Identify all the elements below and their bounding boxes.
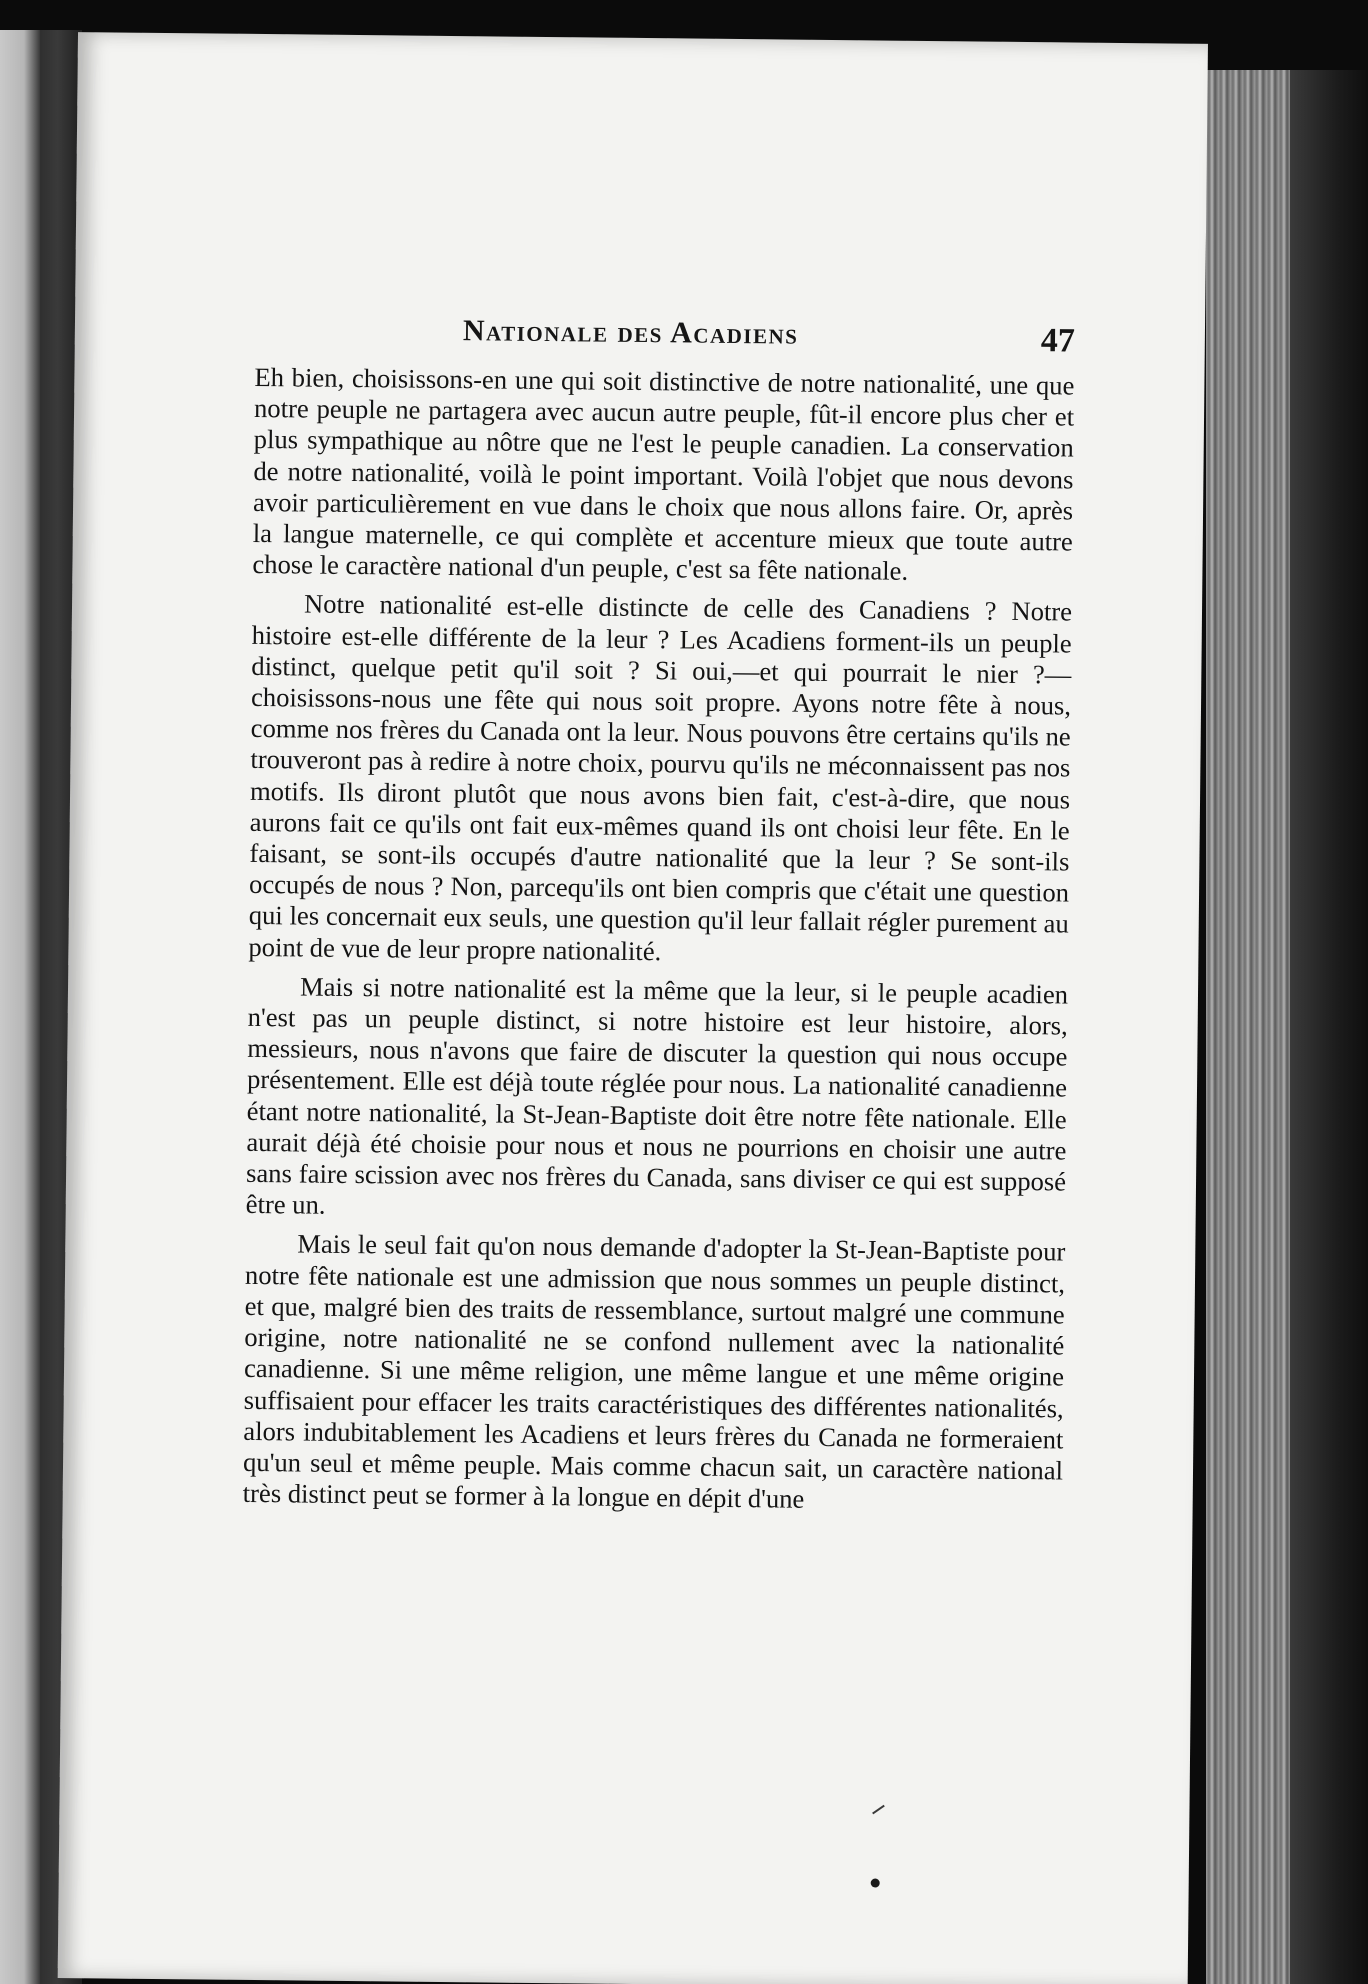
book-cover-edge <box>1290 70 1368 1984</box>
previous-page-sliver <box>0 30 40 1984</box>
page-paper <box>58 32 1208 1984</box>
paper-mark <box>872 1805 885 1815</box>
paragraph-4: Mais le seul fait qu'on nous demande d'adopter la St-Jean-Baptiste pour notre fête nationale est une admission que nous sommes un peuple distinct, et que, malgré bien des traits de ressemblance, surtout malgré une commune origine, notre nationalité ne se confond nullement avec la nationalité canadienne. Si une même religion, une même langue et une même origine suffisaient pour effacer les traits caractéristiques des différentes nationalités, alors indubitablement les Acadiens et leurs frères du Canada ne formeraient qu'un seul et même peuple. Mais comme chacun sait, un caractère national très distinct peut se former à la longue en dépit d'une <box>242 1228 1066 1514</box>
paragraph-2: Notre nationalité est-elle distincte de celle des Canadiens ? Notre histoire est-elle différente de la leur ? Les Acadiens forment-ils un peuple distinct, quelque petit qu'il soit ? Si oui,—et qui pourrait le nier ?—choisissons-nous une fête qui nous soit propre. Ayons notre fête à nous, comme nos frères du Canada ont la leur. Nous pouvons être certains qu'ils ne trouveront pas à redire à notre choix, pourvu qu'ils ne méconnaissent pas nos motifs. Ils diront plutôt que nous avons bien fait, c'est-à-dire, que nous aurons fait ce qu'ils ont fait eux-mêmes quand ils ont choisi leur fête. En le faisant, se sont-ils occupés d'autre nationalité que la leur ? Se sont-ils occupés de nous ? Non, parcequ'ils ont bien compris que c'était une question qui les concernait eux seuls, une question qu'il leur fallait régler purement au point de vue de leur propre nationalité. <box>248 588 1073 966</box>
page-number: 47 <box>1040 322 1076 360</box>
paragraph-3: Mais si notre nationalité est la même que la leur, si le peuple acadien n'est pas un peuple distinct, si notre histoire est leur histoire, alors, messieurs, nous n'avons que faire de discuter la question qui nous occupe présentement. Elle est déjà toute réglée pour nous. La nationalité canadienne étant notre nationalité, la St-Jean-Baptiste doit être notre fête nationale. Elle aurait déjà été choisie pour nous et nous ne pourrions en choisir une autre sans faire scission avec nos frères du Canada, sans diviser ce qui est supposé être un. <box>245 971 1069 1221</box>
page-header <box>155 299 1076 360</box>
body-text <box>242 362 1074 1526</box>
paragraph-1: Eh bien, choisissons-en une qui soit distinctive de notre nationalité, une que notre peuple ne partagera avec aucun autre peuple, fût-il encore plus cher et plus sympathique au nôtre que ne l'est le peuple canadien. La conservation de notre nationalité, voilà le point important. Voilà l'objet que nous devons avoir particulièrement en vue dans le choix que nous allons faire. Or, après la langue maternelle, ce qui complète et accenture mieux que toute autre chose le caractère national d'un peuple, c'est sa fête nationale. <box>252 361 1075 587</box>
running-title: Nationale des Acadiens <box>462 314 799 351</box>
ink-speck <box>871 1878 880 1887</box>
